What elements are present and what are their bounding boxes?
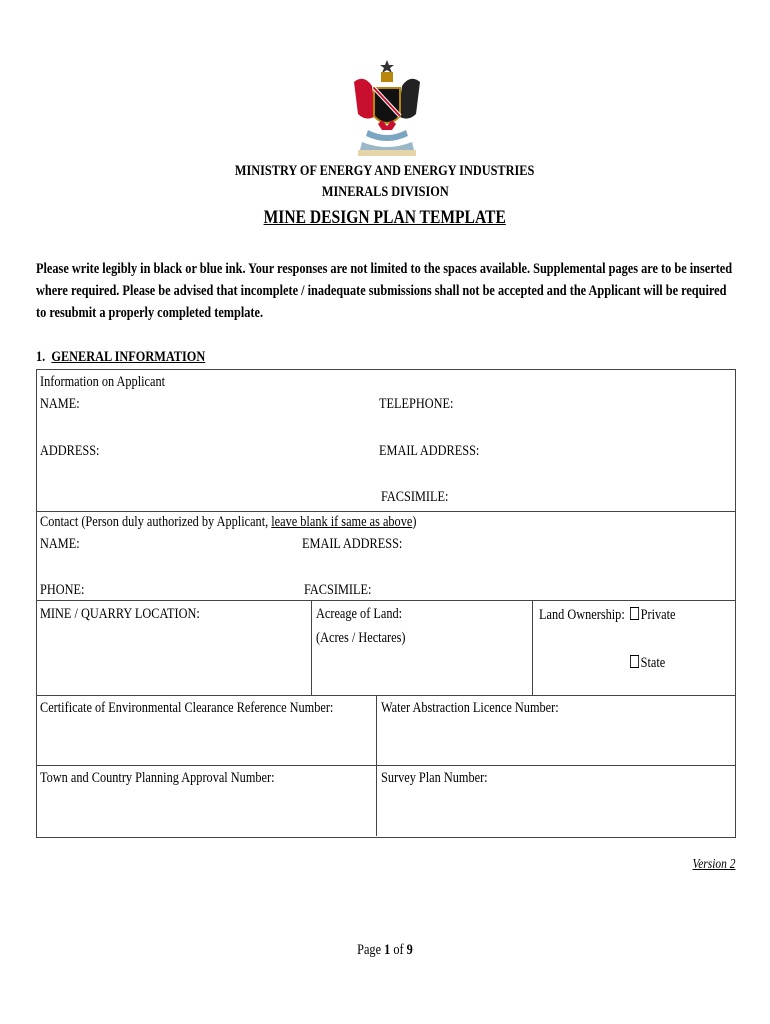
divider-references — [36, 765, 736, 766]
section-title: GENERAL INFORMATION — [51, 349, 206, 365]
divider-location-acreage — [311, 600, 312, 695]
cec-reference-field[interactable]: Certificate of Environmental Clearance Reference Number: — [40, 700, 334, 716]
state-checkbox[interactable] — [630, 655, 639, 668]
applicant-name-field[interactable]: NAME: — [40, 396, 80, 412]
applicant-facsimile-field[interactable]: FACSIMILE: — [381, 489, 449, 505]
section-number: 1. — [36, 349, 46, 365]
private-checkbox[interactable] — [630, 607, 639, 620]
applicant-address-field[interactable]: ADDRESS: — [40, 443, 100, 459]
applicant-email-field[interactable]: EMAIL ADDRESS: — [379, 443, 480, 459]
town-country-planning-field[interactable]: Town and Country Planning Approval Number: — [40, 770, 275, 786]
general-information-form — [36, 369, 736, 838]
division-heading: MINERALS DIVISION — [321, 184, 449, 200]
divider-acreage-ownership — [532, 600, 533, 695]
applicant-telephone-field[interactable]: TELEPHONE: — [379, 396, 454, 412]
water-abstraction-licence-field[interactable]: Water Abstraction Licence Number: — [381, 700, 559, 716]
contact-name-field[interactable]: NAME: — [40, 536, 80, 552]
land-ownership-label: Land Ownership: — [539, 607, 625, 623]
mine-quarry-location-field[interactable]: MINE / QUARRY LOCATION: — [40, 606, 200, 622]
ministry-heading: MINISTRY OF ENERGY AND ENERGY INDUSTRIES — [235, 163, 535, 179]
instructions-paragraph: Please write legibly in black or blue ink. Your responses are not limited to the spaces available. Supplemental pages are to be inserted where required. Please be advised that incomplete / inadequate submissions shall not be accepted and the Applicant will be required to resubmit a properly completed template. — [36, 261, 733, 321]
version-label: Version 2 — [691, 857, 735, 872]
document-title: MINE DESIGN PLAN TEMPLATE — [263, 207, 507, 228]
survey-plan-field[interactable]: Survey Plan Number: — [381, 770, 488, 786]
acreage-units-label: (Acres / Hectares) — [316, 630, 406, 646]
acreage-field[interactable]: Acreage of Land: — [316, 606, 403, 622]
page-number: Page 1 of 9 — [357, 942, 413, 958]
contact-heading: Contact (Person duly authorized by Applicant, leave blank if same as above) — [40, 514, 417, 530]
ownership-option-private[interactable]: Private — [630, 607, 686, 624]
divider-location-references — [36, 695, 736, 696]
section-1-heading — [36, 349, 242, 366]
contact-facsimile-field[interactable]: FACSIMILE: — [304, 582, 372, 598]
contact-email-field[interactable]: EMAIL ADDRESS: — [302, 536, 403, 552]
applicant-heading: Information on Applicant — [40, 374, 166, 390]
contact-phone-field[interactable]: PHONE: — [40, 582, 85, 598]
ownership-option-state[interactable]: State — [630, 655, 673, 672]
divider-applicant-contact — [36, 511, 736, 512]
divider-contact-location — [36, 600, 736, 601]
coat-of-arms-crest — [348, 58, 426, 160]
